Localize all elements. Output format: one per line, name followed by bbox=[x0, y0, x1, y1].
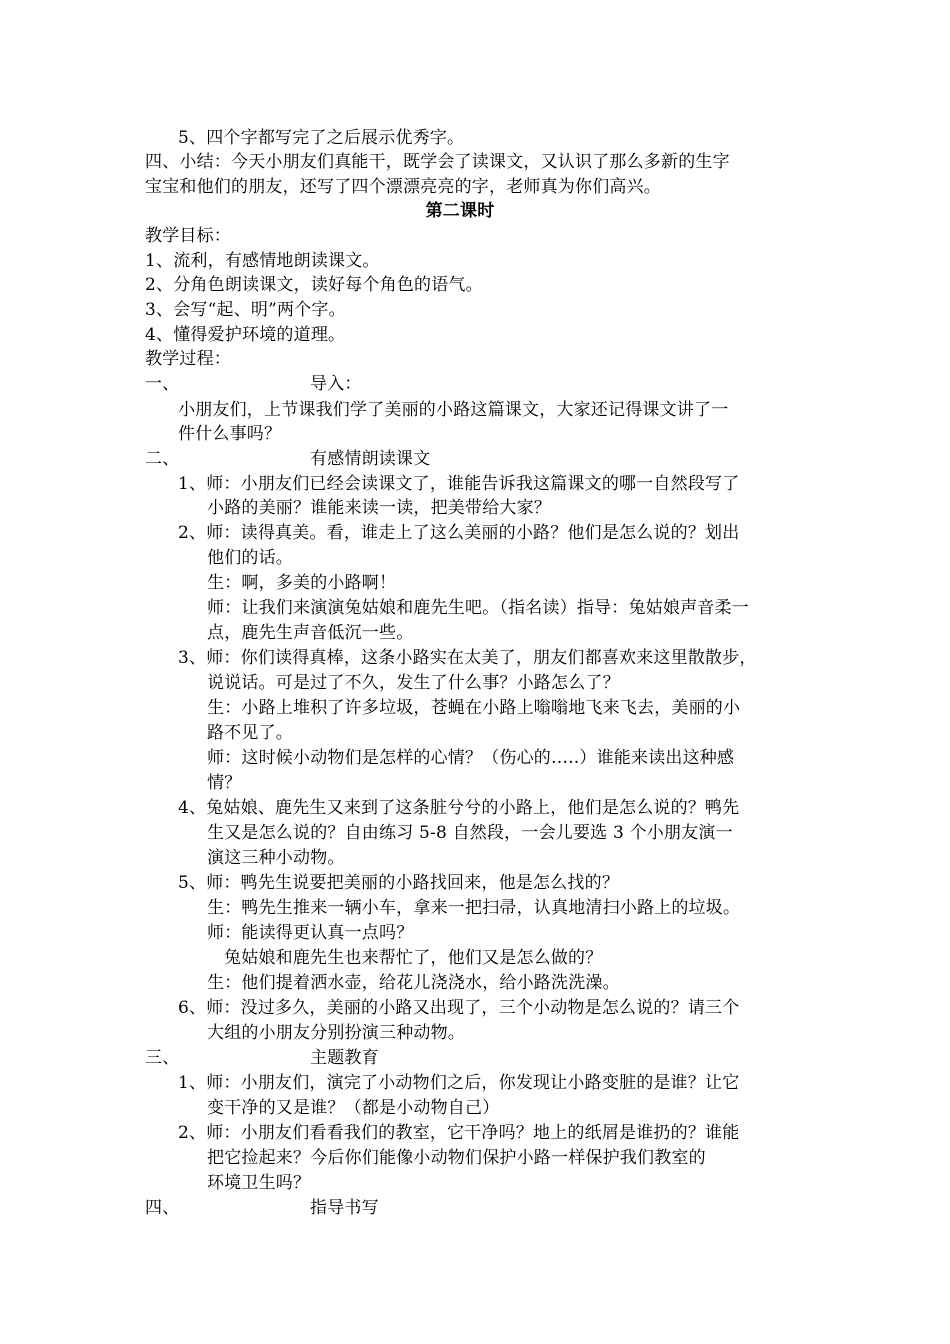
paragraph-line: 1、师：小朋友们，演完了小动物们之后，你发现让小路变脏的是谁？让它 bbox=[178, 1073, 740, 1093]
paragraph-line: 兔姑娘和鹿先生也来帮忙了，他们又是怎么做的？ bbox=[224, 948, 603, 968]
paragraph-line: 情？ bbox=[207, 773, 242, 793]
paragraph-line: 1、师：小朋友们已经会读课文了，谁能告诉我这篇课文的哪一自然段写了 bbox=[178, 474, 740, 494]
section-number: 三、 bbox=[145, 1048, 180, 1068]
paragraph-line: 生：他们提着洒水壶，给花儿浇浇水，给小路洗洗澡。 bbox=[207, 973, 620, 993]
section-title: 导入： bbox=[310, 374, 362, 394]
paragraph-line: 5、师：鸭先生说要把美丽的小路找回来，他是怎么找的？ bbox=[178, 873, 620, 893]
paragraph-line: 生：啊，多美的小路啊！ bbox=[207, 573, 397, 593]
summary-line: 四、小结：今天小朋友们真能干，既学会了读课文，又认识了那么多新的生字 bbox=[145, 152, 730, 172]
paragraph-line: 说说话。可是过了不久，发生了什么事？小路怎么了？ bbox=[207, 673, 620, 693]
section-title: 有感情朗读课文 bbox=[310, 449, 431, 469]
section-number: 一、 bbox=[145, 374, 180, 394]
paragraph-line: 小路的美丽？谁能来读一读，把美带给大家？ bbox=[207, 498, 551, 518]
paragraph-line: 路不见了。 bbox=[207, 723, 293, 743]
paragraph-line: 大组的小朋友分别扮演三种动物。 bbox=[207, 1023, 465, 1043]
section-title: 主题教育 bbox=[310, 1048, 379, 1068]
paragraph-line: 6、师：没过多久，美丽的小路又出现了，三个小动物是怎么说的？请三个 bbox=[178, 998, 740, 1018]
paragraph-line: 生：小路上堆积了许多垃圾，苍蝇在小路上嗡嗡地飞来飞去，美丽的小 bbox=[207, 698, 741, 718]
paragraph-line: 3、师：你们读得真棒，这条小路实在太美了，朋友们都喜欢来这里散散步， bbox=[178, 648, 757, 668]
paragraph-line: 师：让我们来演演兔姑娘和鹿先生吧。（指名读）指导：兔姑娘声音柔一 bbox=[207, 598, 749, 618]
paragraph-line: 2、师：读得真美。看，谁走上了这么美丽的小路？他们是怎么说的？划出 bbox=[178, 523, 740, 543]
paragraph-line: 师：这时候小动物们是怎样的心情？（伤心的…..）谁能来读出这种感 bbox=[207, 748, 735, 768]
paragraph-line: 演这三种小动物。 bbox=[207, 848, 345, 868]
goal-item: 1、流利，有感情地朗读课文。 bbox=[145, 251, 380, 271]
paragraph-line: 变干净的又是谁？（都是小动物自己） bbox=[207, 1098, 500, 1118]
section-number: 四、 bbox=[145, 1198, 180, 1218]
paragraph-line: 点，鹿先生声音低沉一些。 bbox=[207, 623, 414, 643]
section-number: 二、 bbox=[145, 449, 180, 469]
process-heading: 教学过程： bbox=[145, 349, 231, 369]
goal-item: 3、会写“起、明”两个字。 bbox=[145, 300, 346, 320]
paragraph-line: 环境卫生吗？ bbox=[207, 1173, 311, 1193]
goal-item: 2、分角色朗读课文，读好每个角色的语气。 bbox=[145, 275, 483, 295]
paragraph-line: 小朋友们，上节课我们学了美丽的小路这篇课文，大家还记得课文讲了一 bbox=[178, 400, 729, 420]
paragraph-line: 生又是怎么说的？自由练习 5-8 自然段，一会儿要选 3 个小朋友演一 bbox=[207, 823, 733, 843]
summary-line: 宝宝和他们的朋友，还写了四个漂漂亮亮的字，老师真为你们高兴。 bbox=[145, 177, 661, 197]
goals-heading: 教学目标： bbox=[145, 226, 231, 246]
paragraph-line: 件什么事吗？ bbox=[178, 424, 282, 444]
paragraph-line: 把它捡起来？今后你们能像小动物们保护小路一样保护我们教室的 bbox=[207, 1148, 706, 1168]
section-title: 指导书写 bbox=[310, 1198, 379, 1218]
paragraph-line: 2、师：小朋友们看看我们的教室，它干净吗？地上的纸屑是谁扔的？谁能 bbox=[178, 1123, 740, 1143]
paragraph-line: 生：鸭先生推来一辆小车，拿来一把扫帚，认真地清扫小路上的垃圾。 bbox=[207, 898, 741, 918]
lesson-title: 第二课时 bbox=[425, 201, 495, 221]
paragraph-line: 他们的话。 bbox=[207, 548, 293, 568]
paragraph-line: 师：能读得更认真一点吗？ bbox=[207, 923, 414, 943]
intro-line: 5、四个字都写完了之后展示优秀字。 bbox=[178, 128, 465, 148]
goal-item: 4、懂得爱护环境的道理。 bbox=[145, 325, 346, 345]
paragraph-line: 4、兔姑娘、鹿先生又来到了这条脏兮兮的小路上，他们是怎么说的？鸭先 bbox=[178, 798, 740, 818]
